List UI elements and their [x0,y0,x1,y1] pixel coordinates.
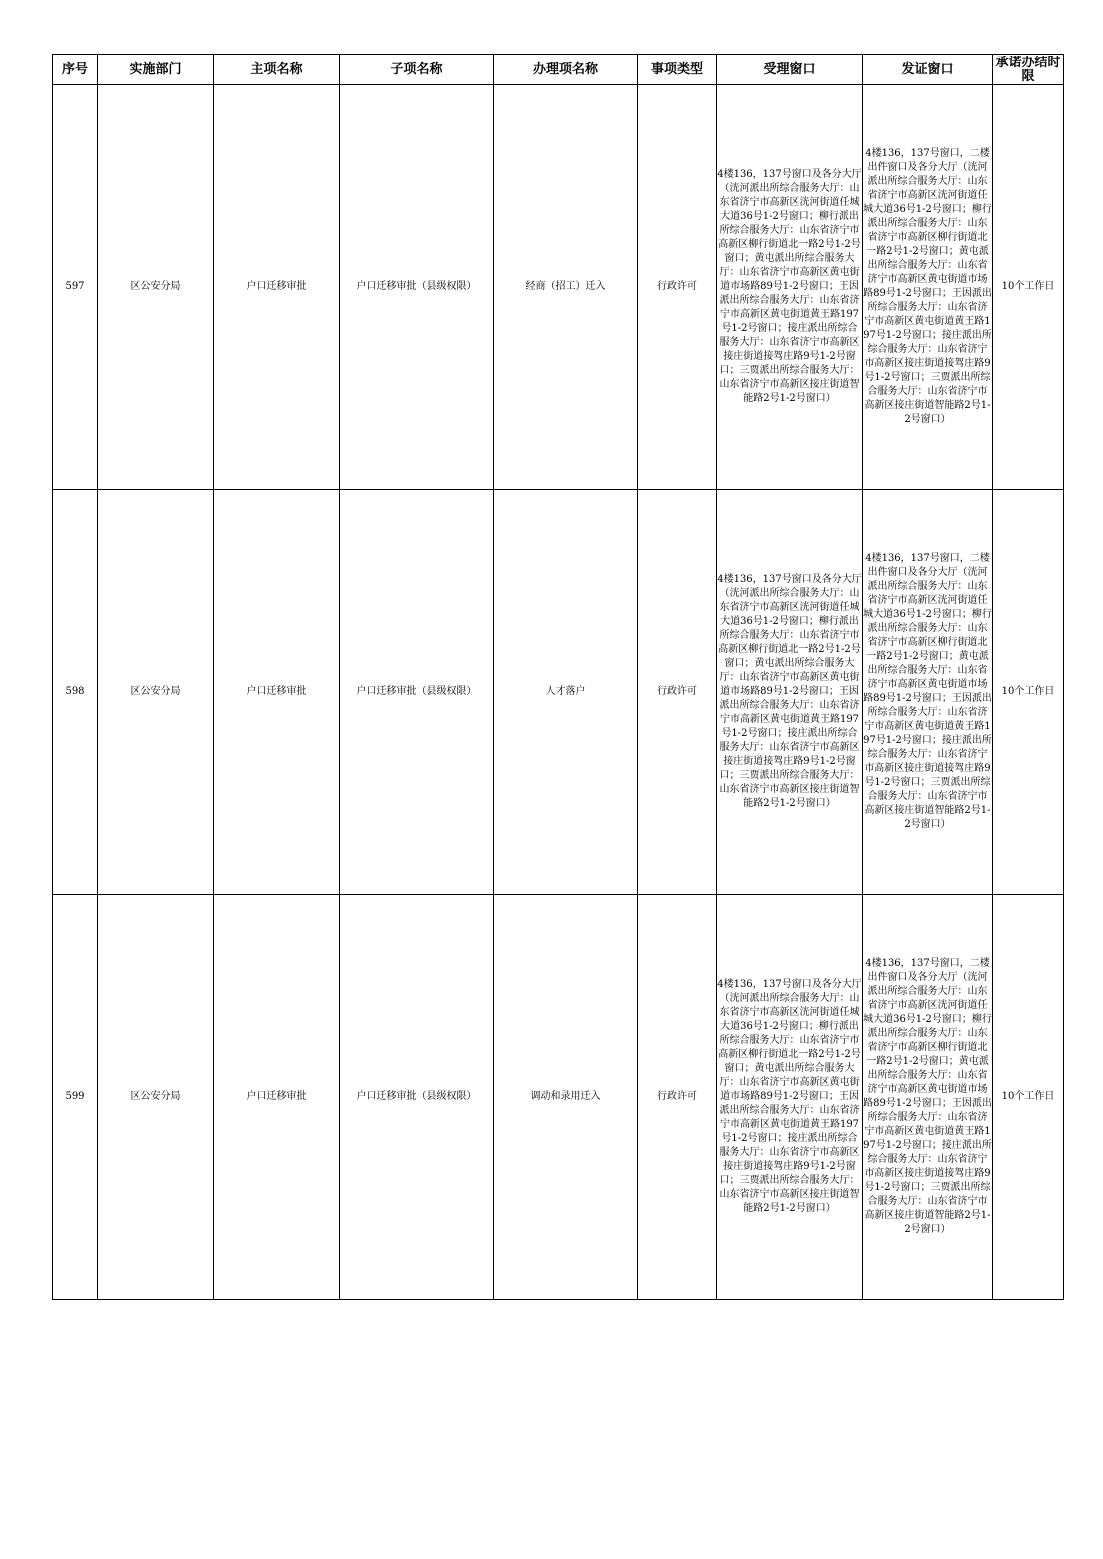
header-time-limit [993,55,1064,85]
issue-window-text: 4楼136，137号窗口，二楼出件窗口及各分大厅（洸河派出所综合服务大厅：山东省济宁市高新区洸河街道任城大道36号1-2号窗口；柳行派出所综合服务大厅：山东省济宁市高新区柳行街道北一路2号1-2号窗口；黄屯派出所综合服务大厅：山东省济宁市高新区黄屯街道市场路89号1-2号窗口；王因派出所综合服务大厅：山东省济宁市高新区黄屯街道黄王路197号1-2号窗口；接庄派出所综合服务大厅：山东省济宁市高新区接庄街道接驾庄路9号1-2号窗口；三贾派出所综合服务大厅：山东省济宁市高新区接庄街道智能路2号1-2号窗口） [863,958,992,1235]
header-item-type: 事项类型 [638,55,717,85]
header-dept: 实施部门 [98,55,214,85]
header-sub-item: 子项名称 [340,55,494,85]
cell-item-type: 行政许可 [638,85,717,490]
cell-time-limit: 10个工作日 [993,85,1064,490]
cell-sub-item: 户口迁移审批（县级权限） [340,895,494,1300]
issue-window-text: 4楼136，137号窗口，二楼出件窗口及各分大厅（洸河派出所综合服务大厅：山东省济宁市高新区洸河街道任城大道36号1-2号窗口；柳行派出所综合服务大厅：山东省济宁市高新区柳行街道北一路2号1-2号窗口；黄屯派出所综合服务大厅：山东省济宁市高新区黄屯街道市场路89号1-2号窗口；王因派出所综合服务大厅：山东省济宁市高新区黄屯街道黄王路197号1-2号窗口；接庄派出所综合服务大厅：山东省济宁市高新区接庄街道接驾庄路9号1-2号窗口；三贾派出所综合服务大厅：山东省济宁市高新区接庄街道智能路2号1-2号窗口） [863,553,992,830]
cell-issue-window [863,490,993,895]
cell-dept: 区公安分局 [98,85,214,490]
cell-handling-item: 人才落户 [494,490,638,895]
cell-accept-window [717,85,863,490]
table-header-row [53,55,1064,85]
cell-issue-window [863,85,993,490]
issue-window-text: 4楼136，137号窗口，二楼出件窗口及各分大厅（洸河派出所综合服务大厅：山东省济宁市高新区洸河街道任城大道36号1-2号窗口；柳行派出所综合服务大厅：山东省济宁市高新区柳行街道北一路2号1-2号窗口；黄屯派出所综合服务大厅：山东省济宁市高新区黄屯街道市场路89号1-2号窗口；王因派出所综合服务大厅：山东省济宁市高新区黄屯街道黄王路197号1-2号窗口；接庄派出所综合服务大厅：山东省济宁市高新区接庄街道接驾庄路9号1-2号窗口；三贾派出所综合服务大厅：山东省济宁市高新区接庄街道智能路2号1-2号窗口） [863,148,992,425]
cell-seq: 599 [53,895,98,1300]
header-handling-item: 办理项名称 [494,55,638,85]
table-row [53,490,1064,895]
cell-issue-window [863,895,993,1300]
cell-time-limit: 10个工作日 [993,895,1064,1300]
cell-dept: 区公安分局 [98,895,214,1300]
header-time-limit-text: 承诺办结时限 [995,55,1061,84]
header-seq: 序号 [53,55,98,85]
cell-handling-item: 经商（招工）迁入 [494,85,638,490]
cell-main-item: 户口迁移审批 [214,895,340,1300]
header-issue-window: 发证窗口 [863,55,993,85]
accept-window-text: 4楼136，137号窗口及各分大厅（洸河派出所综合服务大厅：山东省济宁市高新区洸河街道任城大道36号1-2号窗口；柳行派出所综合服务大厅：山东省济宁市高新区柳行街道北一路2号1-2号窗口；黄屯派出所综合服务大厅：山东省济宁市高新区黄屯街道市场路89号1-2号窗口；王因派出所综合服务大厅：山东省济宁市高新区黄屯街道黄王路197号1-2号窗口；接庄派出所综合服务大厅：山东省济宁市高新区接庄街道接驾庄路9号1-2号窗口；三贾派出所综合服务大厅：山东省济宁市高新区接庄街道智能路2号1-2号窗口） [717,979,862,1214]
cell-seq: 598 [53,490,98,895]
table-row [53,895,1064,1300]
cell-accept-window [717,490,863,895]
table-row [53,85,1064,490]
cell-item-type: 行政许可 [638,490,717,895]
cell-seq: 597 [53,85,98,490]
accept-window-text: 4楼136，137号窗口及各分大厅（洸河派出所综合服务大厅：山东省济宁市高新区洸河街道任城大道36号1-2号窗口；柳行派出所综合服务大厅：山东省济宁市高新区柳行街道北一路2号1-2号窗口；黄屯派出所综合服务大厅：山东省济宁市高新区黄屯街道市场路89号1-2号窗口；王因派出所综合服务大厅：山东省济宁市高新区黄屯街道黄王路197号1-2号窗口；接庄派出所综合服务大厅：山东省济宁市高新区接庄街道接驾庄路9号1-2号窗口；三贾派出所综合服务大厅：山东省济宁市高新区接庄街道智能路2号1-2号窗口） [717,574,862,809]
cell-main-item: 户口迁移审批 [214,85,340,490]
cell-item-type: 行政许可 [638,895,717,1300]
header-main-item: 主项名称 [214,55,340,85]
service-items-table [52,54,1064,1300]
accept-window-text: 4楼136，137号窗口及各分大厅（洸河派出所综合服务大厅：山东省济宁市高新区洸河街道任城大道36号1-2号窗口；柳行派出所综合服务大厅：山东省济宁市高新区柳行街道北一路2号1-2号窗口；黄屯派出所综合服务大厅：山东省济宁市高新区黄屯街道市场路89号1-2号窗口；王因派出所综合服务大厅：山东省济宁市高新区黄屯街道黄王路197号1-2号窗口；接庄派出所综合服务大厅：山东省济宁市高新区接庄街道接驾庄路9号1-2号窗口；三贾派出所综合服务大厅：山东省济宁市高新区接庄街道智能路2号1-2号窗口） [717,169,862,404]
cell-main-item: 户口迁移审批 [214,490,340,895]
cell-time-limit: 10个工作日 [993,490,1064,895]
cell-sub-item: 户口迁移审批（县级权限） [340,85,494,490]
cell-handling-item: 调动和录用迁入 [494,895,638,1300]
cell-sub-item: 户口迁移审批（县级权限） [340,490,494,895]
cell-dept: 区公安分局 [98,490,214,895]
header-accept-window: 受理窗口 [717,55,863,85]
cell-accept-window [717,895,863,1300]
